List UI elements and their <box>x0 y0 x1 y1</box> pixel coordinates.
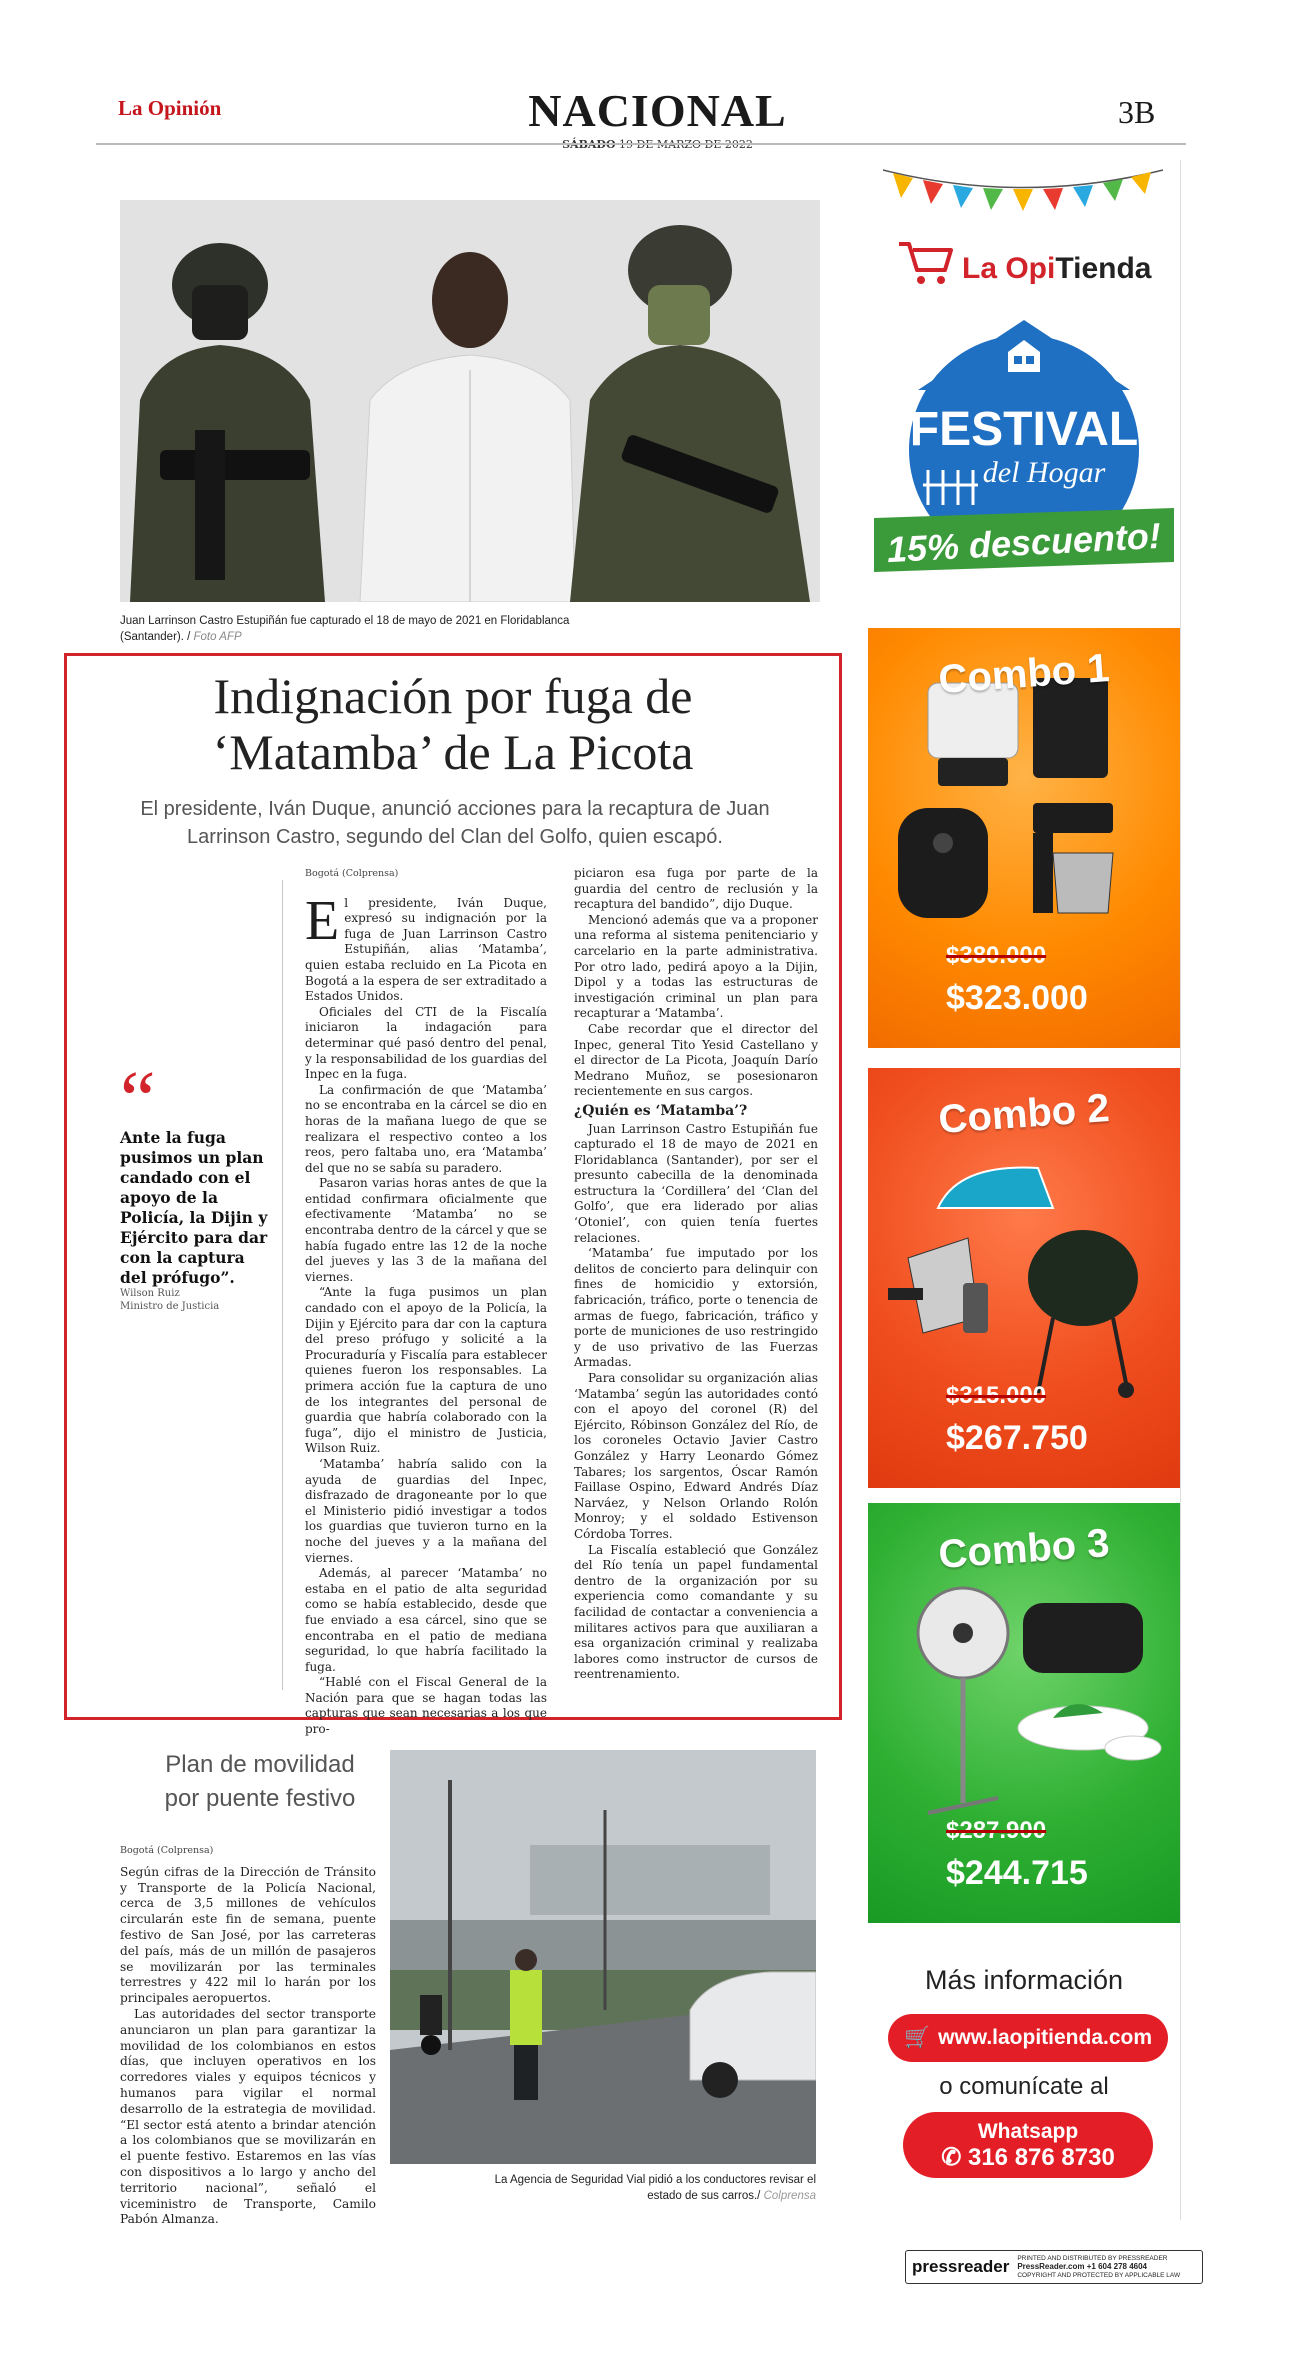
combo-new-price: $323.000 <box>946 979 1088 1017</box>
quote-author: Wilson Ruiz <box>120 1288 180 1299</box>
website-link[interactable] <box>888 2014 1168 2062</box>
traffic-photo-illustration <box>390 1750 816 2164</box>
arrest-photo <box>120 200 820 602</box>
combo-new-price: $244.715 <box>946 1854 1088 1892</box>
article-paragraph: ‘Matamba’ habría salido con la ayuda de guardias del Inpec, disfrazado de dragoneante por lo que el Ministerio pidió investigar a todos los guardias que tuvieron turno en la noche del jueves y a la mañana del viernes. <box>305 1456 547 1565</box>
whatsapp-number <box>903 2144 1153 2172</box>
festival-word: FESTIVAL <box>909 403 1139 456</box>
whatsapp-number-text: 316 876 8730 <box>967 2144 1115 2171</box>
section-title: NACIONAL <box>528 85 787 136</box>
article-headline <box>70 668 836 780</box>
mobility-headline-line-1: Plan de movilidad <box>165 1751 355 1778</box>
article-paragraph <box>305 889 547 1005</box>
combo-new-price: $267.750 <box>946 1419 1088 1457</box>
traffic-photo-caption <box>470 2172 816 2204</box>
festival-discount: 15% descuento! <box>885 514 1162 571</box>
quote-attribution <box>120 1287 219 1313</box>
article-paragraph: Para consolidar su organización alias ‘Matamba’ según las autoridades contó con el apoyo del coronel (R) del Ejército, Róbinson González del Río, de los coroneles Octavio Javier Castro González y Harry Leonardo Gómez Tabares; los sargentos, Óscar Ramón Faillase Ospino, Edward Andrés Díaz Narváez, y Nelson Orlando Rolón Monroy; y el soldado Estivenson Córdoba Torres. <box>574 1371 818 1541</box>
cart-icon: 🛒 <box>903 2026 931 2049</box>
quote-mark-icon: “ <box>120 1056 156 1144</box>
photo-credit: Foto AFP <box>193 631 242 643</box>
festival-del-hogar-banner <box>868 300 1180 590</box>
mobility-column <box>120 1843 376 2228</box>
combo-old-price: $287.900 <box>946 1817 1047 1844</box>
pressreader-logo: pressreader <box>912 2257 1010 2276</box>
article-deck: El presidente, Iván Duque, anunció acciones para la recaptura de Juan Larrinson Castro, segundo del Clan del Golfo, quien escapó. <box>140 798 770 848</box>
combo-title: Combo 3 <box>937 1521 1111 1577</box>
pressreader-line-2: PressReader.com +1 604 278 4604 <box>1017 2261 1147 2271</box>
caption-text: La Agencia de Seguridad Vial pidió a los conductores revisar el estado de sus carros./ <box>494 2174 816 2202</box>
sidebar-rule <box>1180 160 1181 2220</box>
combo-2-ad[interactable] <box>868 1068 1180 1488</box>
article-paragraph: Oficiales del CTI de la Fiscalía iniciaron la indagación para determinar qué pasó dentro del penal, y la responsabilidad de los guardias del Inpec en la fuga. <box>305 1004 547 1082</box>
combo-1-ad[interactable] <box>868 628 1180 1048</box>
article-paragraph: La confirmación de que ‘Matamba’ no se encontraba en la cárcel se dio en horas de la mañana luego de que se realizara el respectivo conteo a los reos, pero faltaba uno, era ‘Matamba’ del que no se sabía su paradero. <box>305 1082 547 1175</box>
article-byline: Bogotá (Colprensa) <box>305 868 399 879</box>
article-paragraph: Juan Larrinson Castro Estupiñán fue capturado el 18 de mayo de 2021 en Floridablanca (Santander), por ser el presunto cabecilla de la denominada estructura la ‘Cordillera’ del ‘Clan del Golfo’, que era liderado por alias ‘Otoniel’, con quien tenía fuertes relaciones. <box>574 1121 818 1245</box>
contact-label: o comunícate al <box>939 2073 1109 2100</box>
photo-caption <box>120 613 580 645</box>
festival-bunting <box>868 160 1178 220</box>
pressreader-line-1: PRINTED AND DISTRIBUTED BY PRESSREADER <box>1017 2254 1168 2262</box>
article-paragraph: piciaron esa fuga por parte de la guardia del centro de reclusión y la recaptura del bandido”, dijo Duque. <box>574 866 818 912</box>
headline-line-1: Indignación por fuga de <box>213 668 693 724</box>
newspaper-brand: La Opinión <box>118 96 222 120</box>
whatsapp-label: Whatsapp <box>977 2120 1079 2143</box>
store-name-b: Tienda <box>1055 252 1152 285</box>
pull-quote: Ante la fuga pusimos un plan candado con el apoyo de la Policía, la Dijin y Ejército para dar con la captura del prófugo”. <box>120 1128 268 1287</box>
festival-sub: del Hogar <box>982 456 1106 489</box>
column-divider <box>282 880 283 1690</box>
article-column-1 <box>305 866 547 1738</box>
caption-text: Juan Larrinson Castro Estupiñán fue capturado el 18 de mayo de 2021 en Floridablanca (Santander). / <box>120 615 570 643</box>
article-paragraph: Mencionó además que va a proponer una reforma al sistema penitenciario y carcelario en la parte administrativa. Por otro lado, pedirá apoyo a la Dijin, Dipol y a todas las estructuras de investigación criminal un plan para recapturar a ‘Matamba’. <box>574 912 818 1021</box>
drop-cap: E <box>305 889 340 952</box>
combo-title: Combo 2 <box>937 1086 1111 1142</box>
article-subhead: ¿Quién es ‘Matamba’? <box>574 1102 748 1119</box>
combo-title: Combo 1 <box>937 646 1111 702</box>
article-paragraph: La Fiscalía estableció que González del Río tenía un papel fundamental dentro de la organización por su experiencia como comandante y su facilidad de contactar a conveniencia a militares activos para que auxiliaran a esa organización criminal y realizaba labores como instructor de cursos de reentrenamiento. <box>574 1542 818 1682</box>
pressreader-badge <box>905 2250 1203 2284</box>
mobility-paragraph: Según cifras de la Dirección de Tránsito y Transporte de la Policía Nacional, cerca de 3,5 millones de vehículos circularán este fin de semana, puente festivo de San José, por las carreteras del país, más de un millón de pasajeros se movilizarán por las terminales terrestres y 422 mil lo harán por los principales aeropuertos. <box>120 1864 376 2006</box>
article-paragraph: Además, al parecer ‘Matamba’ no estaba en el patio de alta seguridad como se había establecido, desde que fue enviado a esa cárcel, sino que se encontraba en el patio de mediana seguridad, lo que habría facilitado la fuga. <box>305 1566 547 1674</box>
article-paragraph: “Ante la fuga pusimos un plan candado con el apoyo de la Policía, la Dijin y Ejército para dar con la captura del preso prófugo y solicité a la Procuraduría y Fiscalía para establecer quienes fueron los responsables. La primera acción fue la captura de uno de los integrantes del personal de guardia que habría colaborado con la fuga”, dijo el ministro de Justicia, Wilson Ruiz. <box>305 1285 547 1456</box>
article-paragraph: Cabe recordar que el director del Inpec, general Tito Yesid Castellano y el director de La Picota, Joaquín Darío Medrano Muñoz, se posesionaron recientemente en sus cargos. <box>574 1021 818 1099</box>
paragraph-text: l presidente, Iván Duque, expresó su indignación por la fuga de Juan Larrinson Castro Estupiñán, alias ‘Matamba’, quien estaba recluido en La Picota en Bogotá a la espera de ser extraditado a Estados Unidos. <box>305 895 547 1004</box>
arrest-photo-illustration <box>120 200 820 602</box>
store-name <box>962 252 1151 286</box>
combo-3-ad[interactable] <box>868 1503 1180 1923</box>
mobility-byline: Bogotá (Colprensa) <box>120 1845 214 1856</box>
article-column-2 <box>574 866 818 1683</box>
article-paragraph: Pasaron varias horas antes de que la entidad confirmara oficialmente que efectivamente ‘Matamba’ no se encontraba dentro de la cárcel y que se había fugado entre las 12 de la noche del jueves y las 3 de la mañana del viernes. <box>305 1176 547 1284</box>
photo-credit: Colprensa <box>763 2190 816 2202</box>
more-info-label: Más información <box>924 1965 1124 1995</box>
mobility-paragraph: Las autoridades del sector transporte anunciaron un plan para garantizar la movilidad de los colombianos en estos días, que incluyen operativos en los corredores viales y equipos técnicos y humanos para vigilar el normal desarrollo de la estrategia de movilidad. “El sector está atento a brindar atención a los colombianos que se movilizarán en el puente festivo. Estaremos en las vías con dispositivos a lo largo y ancho del territorio nacional”, señaló el viceministro de Transporte, Camilo Pabón Almanza. <box>120 2006 376 2227</box>
article-paragraph: “Hablé con el Fiscal General de la Nación para que se hagan todas las capturas que sean necesarias a los que pro- <box>305 1675 547 1737</box>
website-text: www.laopitienda.com <box>938 2026 1153 2049</box>
header-rule <box>96 143 1186 145</box>
shopping-cart-icon <box>895 238 955 288</box>
whatsapp-button[interactable] <box>903 2112 1153 2178</box>
page-number: 3B <box>1118 94 1156 130</box>
pressreader-line-3: COPYRIGHT AND PROTECTED BY APPLICABLE LAW <box>1017 2271 1181 2279</box>
mobility-headline <box>120 1748 400 1816</box>
mobility-headline-line-2: por puente festivo <box>164 1785 356 1812</box>
combo-old-price: $315.000 <box>946 1382 1047 1409</box>
pressreader-text <box>1017 2255 1180 2280</box>
combo-old-price: $380.000 <box>946 942 1047 969</box>
headline-line-2: ‘Matamba’ de La Picota <box>212 724 694 780</box>
quote-role: Ministro de Justicia <box>120 1301 220 1312</box>
store-name-a: La Opi <box>962 252 1056 285</box>
traffic-photo <box>390 1750 816 2164</box>
article-paragraph: ‘Matamba’ fue imputado por los delitos de concierto para delinquir con fines de homicidio y extorsión, fabricación, tráfico, porte o tenencia de armas de fuego, fabricación, tráfico y porte de municiones de uso restringido y de uso privativo de las Fuerzas Armadas. <box>574 1246 818 1370</box>
whatsapp-icon: ✆ <box>941 2144 968 2171</box>
